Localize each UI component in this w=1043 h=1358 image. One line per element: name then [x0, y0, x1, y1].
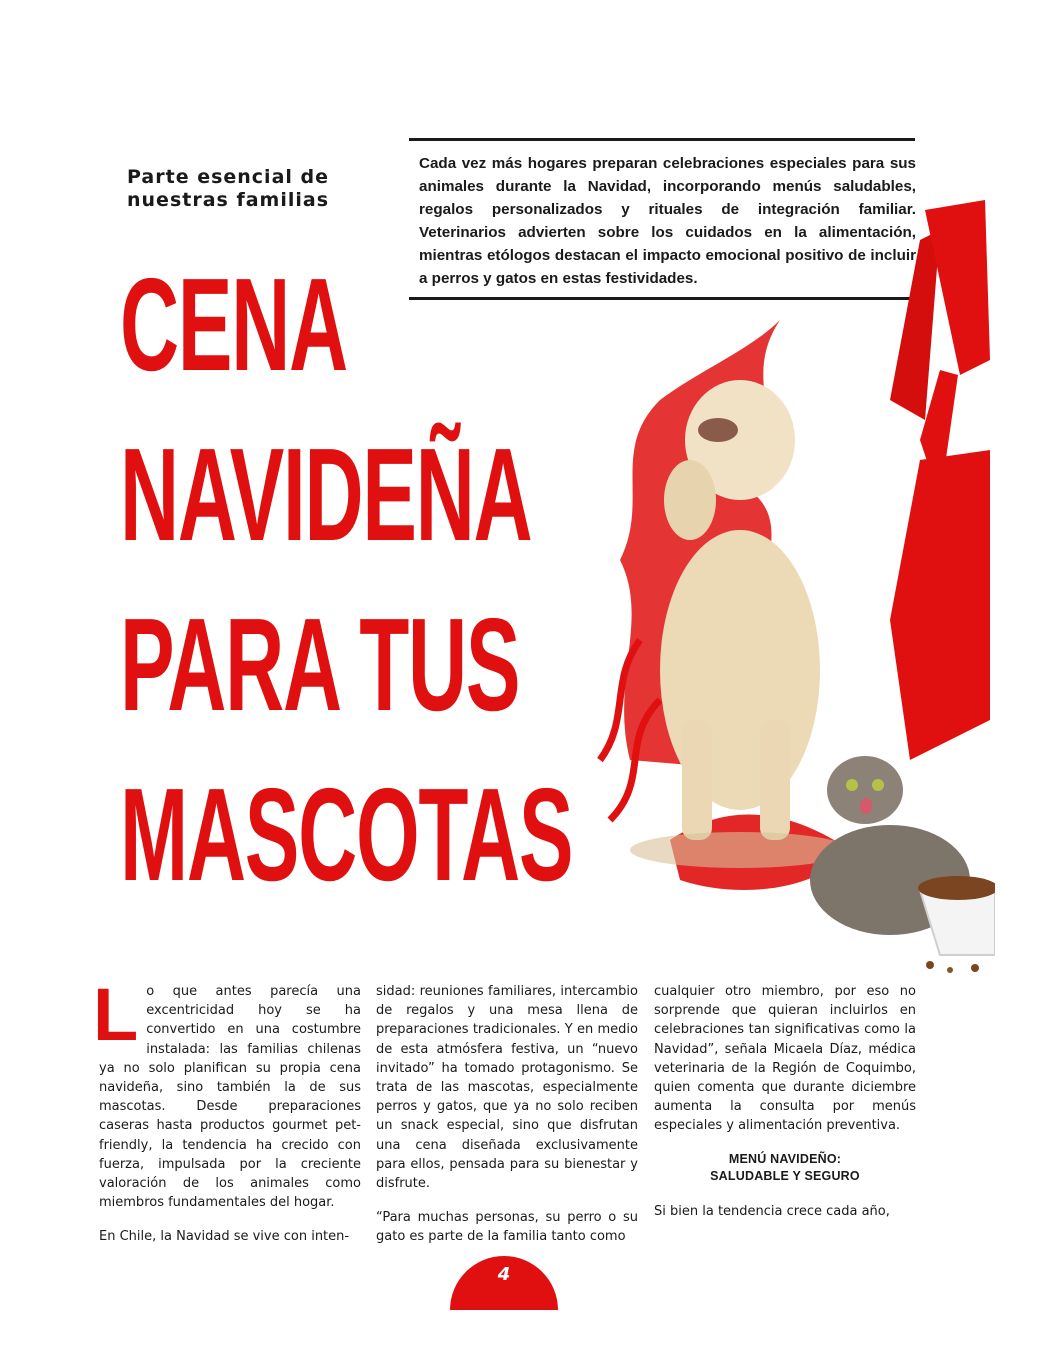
red-paint-strokes	[600, 200, 990, 890]
kicker-line-1: Parte esencial de	[127, 166, 330, 188]
subhead-line-1: MENÚ NAVIDEÑO:	[728, 1151, 842, 1166]
lede-paragraph: Cada vez más hogares preparan celebraciones especiales para sus animales durante la Navidad, incorporando menús saludables, regalos personalizados y rituales de integración familiar. Veterinarios advierten sobre los cuidados en la alimentación, mientras etólogos destacan el impacto emocional positivo de incluir a perros y gatos en estas festividades.	[419, 155, 916, 287]
section-kicker	[127, 166, 387, 212]
page-number: 4	[497, 1264, 511, 1285]
drop-cap: L	[93, 973, 139, 1056]
body-paragraph	[93, 973, 361, 1212]
headline-line-4: MASCOTAS	[120, 761, 573, 908]
paragraph-text: o que antes parecía una excentricidad hoy se ha convertido en una costumbre instalada: las familias chilenas ya no solo planifican su propia cena navideña, sino también la de sus mascotas. Desde preparaciones caseras hasta productos gourmet pet-friendly, la tendencia ha crecido con fuerza, impulsada por la creciente valoración de los animales como miembros fundamentales del hogar.	[99, 984, 361, 1211]
body-column-1	[93, 973, 361, 1262]
body-column-3	[654, 982, 916, 1236]
pets-illustration	[590, 200, 995, 980]
headline-line-3: PARA TUS	[120, 591, 520, 738]
headline-line-2: NAVIDEÑA	[120, 421, 532, 568]
lede-top-rule	[409, 138, 915, 141]
kicker-line-2: nuestras familias	[127, 189, 329, 211]
body-paragraph: sidad: reuniones familiares, intercambio de regalos y una mesa llena de preparaciones tradicionales. Y en medio de esta atmósfera festiva, un “nuevo invitado” ha tomado protagonismo. Se trata de las mascotas, especialmente perros y gatos, que ya no solo reciben un snack especial, sino que disfrutan una cena diseñada exclusivamente para ellos, pensada para su bienestar y disfrute.	[376, 984, 638, 1192]
body-paragraph: En Chile, la Navidad se vive con inten-	[99, 1229, 350, 1245]
subhead-line-2: SALUDABLE Y SEGURO	[710, 1168, 860, 1183]
section-subhead	[654, 1151, 916, 1185]
body-paragraph: Si bien la tendencia crece cada año,	[654, 1203, 890, 1219]
page-number-tab	[450, 1256, 558, 1310]
body-column-2	[376, 982, 638, 1262]
body-paragraph: “Para muchas personas, su perro o su gato es parte de la familia tanto como	[376, 1210, 638, 1245]
headline-line-1: CENA	[120, 251, 347, 398]
body-paragraph: cualquier otro miembro, por eso no sorprende que quieran incluirlos en celebraciones tan significativas como la Navidad”, señala Micaela Díaz, médica veterinaria de la Región de Coquimbo, quien comenta que durante diciembre aumenta la consulta por menús especiales y alimentación preventiva.	[654, 984, 916, 1134]
